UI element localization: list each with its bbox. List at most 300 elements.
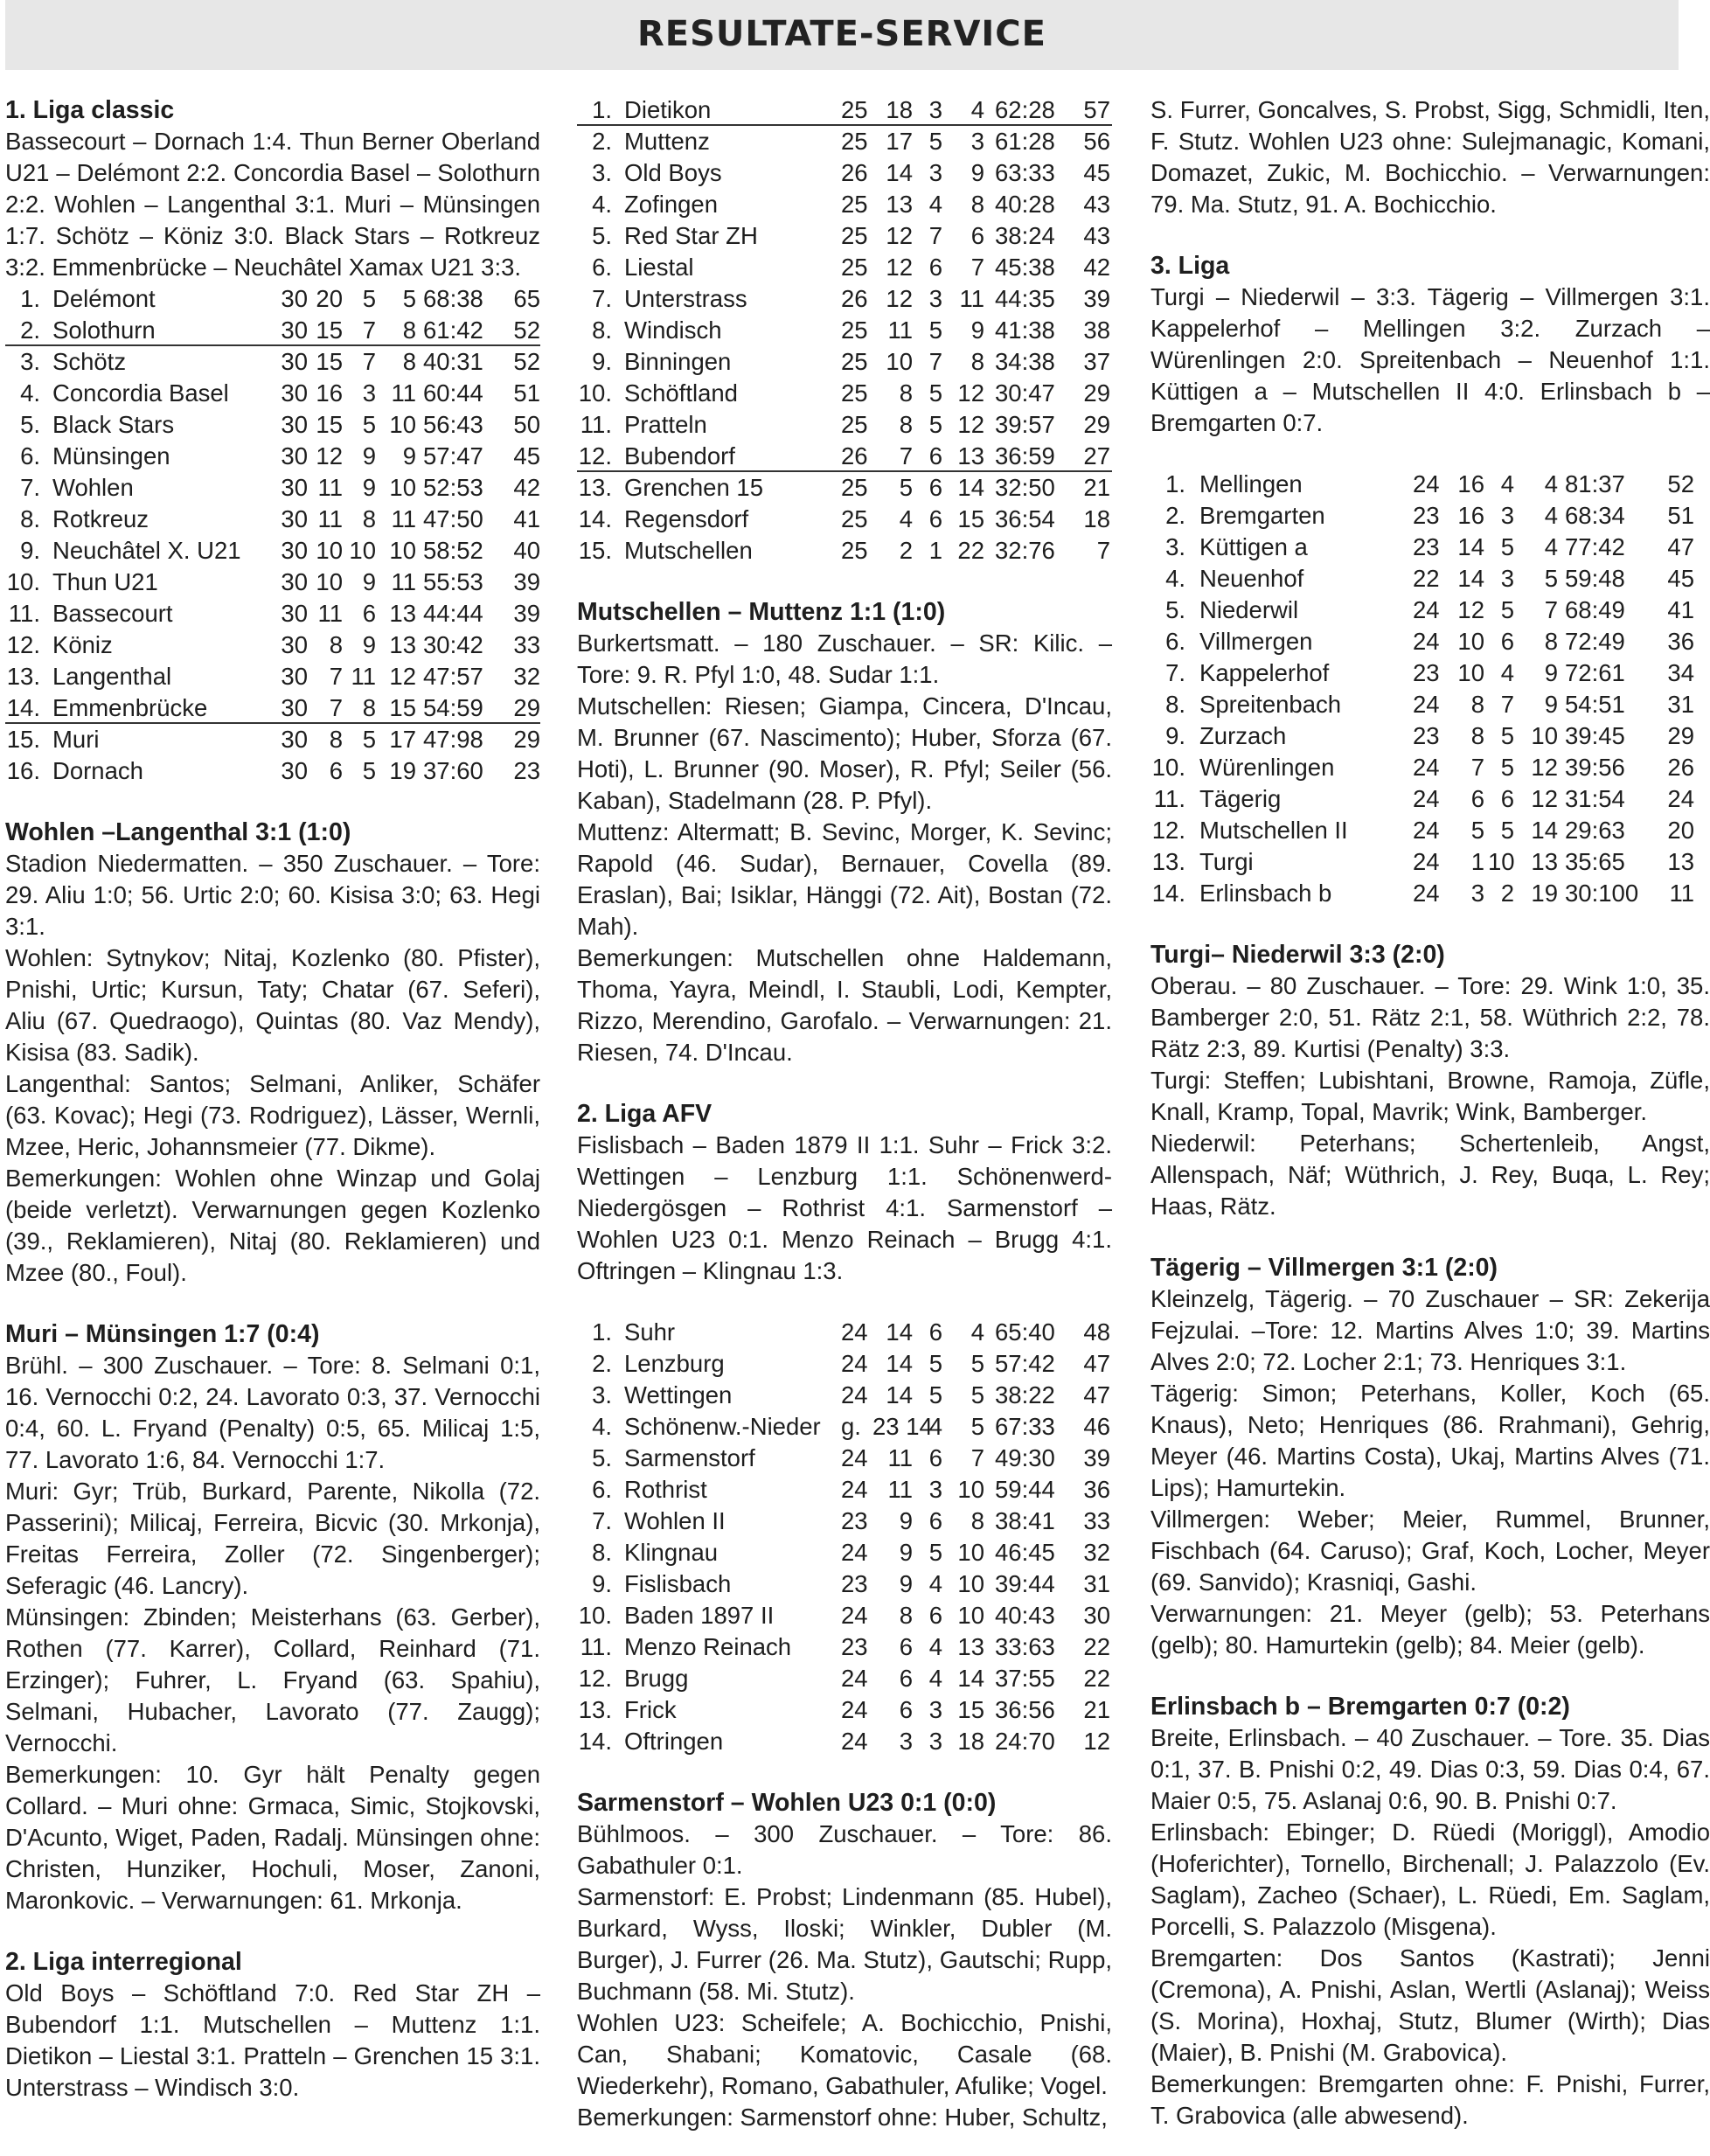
cell-pts: 21 xyxy=(1083,1696,1110,1723)
cell-rank: 3. xyxy=(592,159,612,186)
cell-pts: 32 xyxy=(1083,1539,1110,1566)
cell-d: 5 xyxy=(928,128,942,155)
table-row xyxy=(577,1506,1112,1537)
cell-d: 8 xyxy=(362,694,376,721)
paragraph: Bühlmoos. – 300 Zuschauer. – Tore: 86. Gabathuler 0:1. xyxy=(577,1820,1112,1879)
cell-w: 12 xyxy=(316,442,343,469)
cell-d: 3 xyxy=(362,379,376,407)
cell-rank: 9. xyxy=(592,348,612,375)
cell-team: Wohlen xyxy=(52,474,134,501)
column-3 xyxy=(1150,94,1710,2156)
cell-d: 6 xyxy=(928,1507,942,1534)
table-row xyxy=(1150,626,1710,657)
cell-pts: 29 xyxy=(1083,379,1110,407)
cell-gp: 30 xyxy=(281,316,308,344)
cell-team: Unterstrass xyxy=(624,285,747,312)
cell-w: 14 xyxy=(886,1381,913,1408)
cell-pts: 27 xyxy=(1083,442,1110,469)
cell-goals: 59:44 xyxy=(995,1476,1055,1503)
cell-goals: 57:47 xyxy=(423,442,483,469)
cell-d: 3 xyxy=(928,96,942,123)
paragraph: Burkertsmatt. – 180 Zuschauer. – SR: Kilic. – Tore: 9. R. Pfyl 1:0, 48. Sudar 1:1. xyxy=(577,629,1112,688)
table-row xyxy=(577,252,1112,283)
cell-goals: 36:56 xyxy=(995,1696,1055,1723)
cell-rank: 3. xyxy=(20,348,40,375)
cell-d: 3 xyxy=(1500,565,1514,592)
standings-table xyxy=(577,1317,1112,1757)
cell-rank: 7. xyxy=(592,1507,612,1534)
cell-team: Wettingen xyxy=(624,1381,733,1408)
table-row xyxy=(577,1600,1112,1631)
cell-team: Zofingen xyxy=(624,191,719,218)
cell-d: 5 xyxy=(362,757,376,784)
cell-d: 6 xyxy=(928,474,942,501)
cell-gp: 30 xyxy=(281,568,308,595)
cell-goals: 63:33 xyxy=(995,159,1055,186)
paragraph: Stadion Niedermatten. – 350 Zuschauer. – Tore: 29. Aliu 1:0; 56. Urtic 2:0; 60. Kisisa 3:0; 63. Hegi 3:1. xyxy=(5,850,540,940)
cell-rank: 4. xyxy=(592,191,612,218)
table-row xyxy=(5,346,540,378)
cell-w: 8 xyxy=(1470,722,1484,749)
cell-l: 13 xyxy=(957,1633,984,1660)
cell-team: Pratteln xyxy=(624,411,707,438)
cell-goals: 39:44 xyxy=(995,1570,1055,1597)
cell-rank: 11. xyxy=(1153,785,1185,812)
cell-team: Bremgarten xyxy=(1199,502,1325,529)
cell-l: 9 xyxy=(1544,691,1558,718)
page-title: RESULTATE-SERVICE xyxy=(637,14,1046,54)
cell-w: 3 xyxy=(1470,880,1484,907)
table-row xyxy=(577,1568,1112,1600)
cell-d: 8 xyxy=(362,505,376,532)
cell-goals: 68:38 xyxy=(423,285,483,312)
cell-pts: 51 xyxy=(513,379,540,407)
cell-w: 15 xyxy=(316,411,343,438)
cell-team: Turgi xyxy=(1199,848,1254,875)
cell-goals: 36:59 xyxy=(995,442,1055,469)
cell-w: 9 xyxy=(899,1570,913,1597)
cell-team: Concordia Basel xyxy=(52,379,229,407)
cell-pts: 22 xyxy=(1083,1665,1110,1692)
table-row xyxy=(577,1348,1112,1380)
cell-rank: 2. xyxy=(20,316,40,344)
table-row xyxy=(577,1380,1112,1411)
table-row xyxy=(5,755,540,787)
table-row xyxy=(577,441,1112,472)
cell-d: 7 xyxy=(1500,691,1514,718)
cell-pts: 40 xyxy=(513,537,540,564)
cell-d: 3 xyxy=(928,1696,942,1723)
cell-l: 6 xyxy=(970,222,984,249)
cell-rank: 6. xyxy=(592,254,612,281)
cell-team: Lenzburg xyxy=(624,1350,725,1377)
table-row xyxy=(1150,532,1710,563)
cell-pts: 39 xyxy=(1083,1444,1110,1471)
cell-team: Suhr xyxy=(624,1318,676,1346)
cell-gp: 30 xyxy=(281,694,308,721)
paragraph: Breite, Erlinsbach. – 40 Zuschauer. – Tore. 35. Dias 0:1, 37. B. Pnishi 0:2, 49. Dias 0:3, 59. Dias 0:4, 67. Maier 0:5, 75. Aslanaj 0:6, 90. B. Pnishi 0:7. xyxy=(1150,1724,1710,1814)
cell-pts: 41 xyxy=(1667,596,1694,623)
cell-l: 9 xyxy=(402,442,416,469)
cell-d: 7 xyxy=(362,348,376,375)
table-row xyxy=(5,283,540,315)
cell-w: 11 xyxy=(317,600,343,627)
cell-w: 7 xyxy=(329,694,343,721)
cell-goals: 32:76 xyxy=(995,537,1055,564)
table-row xyxy=(577,1694,1112,1726)
cell-l: 4 xyxy=(1544,502,1558,529)
cell-w: 9 xyxy=(899,1507,913,1534)
cell-goals: 37:55 xyxy=(995,1665,1055,1692)
cell-w: 16 xyxy=(1457,470,1484,497)
cell-l: 8 xyxy=(970,1507,984,1534)
cell-l: 12 xyxy=(957,411,984,438)
cell-w: 6 xyxy=(899,1696,913,1723)
cell-team: Brugg xyxy=(624,1665,689,1692)
cell-pts: 24 xyxy=(1667,785,1694,812)
cell-goals: 65:40 xyxy=(995,1318,1055,1346)
cell-gp: 25 xyxy=(841,348,868,375)
cell-w: 10 xyxy=(1457,628,1484,655)
cell-goals: 40:28 xyxy=(995,191,1055,218)
cell-w: 13 xyxy=(886,191,913,218)
cell-d: 3 xyxy=(928,285,942,312)
cell-w: 15 xyxy=(316,316,343,344)
cell-rank: 13. xyxy=(578,474,612,501)
cell-gp: 30 xyxy=(281,537,308,564)
cell-goals: 47:98 xyxy=(423,726,483,753)
paragraph: Kleinzelg, Tägerig. – 70 Zuschauer – SR: Zekerija Fejzulai. –Tore: 12. Martins Alves 1:0; 39. Martins Alves 2:0; 72. Locher 2:1; 73. Henriques 3:1. xyxy=(1150,1285,1710,1375)
cell-l: 11 xyxy=(391,568,416,595)
paragraph: Erlinsbach: Ebinger; D. Rüedi (Moriggl), Amodio (Hoferichter), Tornello, Birchenall; J. Palazzolo (Ev. Saglam), Zacheo (Schaer), L. Rüedi, Em. Saglam, Porcelli, S. Palazzolo (Misgena). xyxy=(1150,1819,1710,1940)
cell-gp: 30 xyxy=(281,663,308,690)
cell-pts: 46 xyxy=(1083,1413,1110,1440)
cell-l: 8 xyxy=(402,316,416,344)
paragraph: Langenthal: Santos; Selmani, Anliker, Schäfer (63. Kovac); Hegi (73. Rodriguez), Lässer, Wernli, Mzee, Heric, Johannsmeier (77. Dikme). xyxy=(5,1070,540,1160)
cell-pts: 51 xyxy=(1667,502,1694,529)
cell-rank: 8. xyxy=(1165,691,1185,718)
paragraph: Fislisbach – Baden 1879 II 1:1. Suhr – Frick 3:2. Wettingen – Lenzburg 1:1. Schönenwerd-Niedergösgen – Rothrist 4:1. Sarmenstorf – Wohlen U23 0:1. Menzo Reinach – Brugg 4:1. Oftringen – Klingnau 1:3. xyxy=(577,1131,1112,1284)
cell-rank: 5. xyxy=(1165,596,1185,623)
cell-w: 18 xyxy=(886,96,913,123)
cell-goals: 46:45 xyxy=(995,1539,1055,1566)
cell-goals: 38:41 xyxy=(995,1507,1055,1534)
standings-table xyxy=(577,94,1112,567)
cell-gp: 24 xyxy=(1413,754,1440,781)
cell-rank: 16. xyxy=(6,757,40,784)
paragraph: Turgi: Steffen; Lubishtani, Browne, Ramoja, Züfle, Knall, Kramp, Topal, Mavrik; Wink, Bamberger. xyxy=(1150,1067,1710,1125)
cell-team: Old Boys xyxy=(624,159,722,186)
cell-rank: 10. xyxy=(1151,754,1185,781)
paragraph: Bremgarten: Dos Santos (Kastrati); Jenni (Cremona), A. Pnishi, Aslan, Wertli (Aslanaj); Weiss (S. Morina), Hoxhaj, Stutz, Blumer (Wirth); Dias (Maier), B. Pnishi (M. Grabovica). xyxy=(1150,1944,1710,2066)
cell-w: 10 xyxy=(1457,659,1484,686)
cell-gp: 25 xyxy=(841,411,868,438)
paragraph: Mutschellen: Riesen; Giampa, Cincera, D'Incau, M. Brunner (67. Nascimento); Huber, Sforza (67. Hoti), L. Brunner (90. Moser), R. Pfyl; Seiler (56. Kaban), Stadelmann (28. P. Pfyl). xyxy=(577,692,1112,814)
cell-d: 3 xyxy=(928,1476,942,1503)
cell-gp: 24 xyxy=(1413,596,1440,623)
paragraph: Münsingen: Zbinden; Meisterhans (63. Gerber), Rothen (77. Karrer), Collard, Reinhard (71. Erzinger); Fuhrer, L. Fryand (63. Spahiu), Selmani, Hubacher, Lavorato (77. Zaugg); Vernocchi. xyxy=(5,1603,540,1756)
cell-d: 9 xyxy=(362,568,376,595)
cell-gp: 30 xyxy=(281,411,308,438)
cell-pts: 29 xyxy=(1667,722,1694,749)
cell-d: 5 xyxy=(362,285,376,312)
cell-rank: 4. xyxy=(592,1413,612,1440)
cell-l: 13 xyxy=(389,600,416,627)
paragraph: Brühl. – 300 Zuschauer. – Tore: 8. Selmani 0:1, 16. Vernocchi 0:2, 24. Lavorato 0:3, 37. Vernocchi 0:4, 60. L. Fryand (Penalty) 0:5, 65. Milicaj 1:5, 77. Lavorato 1:6, 84. Vernocchi 1:7. xyxy=(5,1352,540,1473)
table-row xyxy=(1150,563,1710,595)
cell-gp: 30 xyxy=(281,505,308,532)
cell-l: 10 xyxy=(389,537,416,564)
paragraph: Bemerkungen: 10. Gyr hält Penalty gegen Collard. – Muri ohne: Grmaca, Simic, Stojkovski, D'Acunto, Wiget, Paden, Radalj. Münsingen ohne: Christen, Hunziker, Hochuli, Moser, Zanoni, Maronkovic. – Verwarnungen: 61. Mrkonja. xyxy=(5,1761,540,1914)
cell-gp: 25 xyxy=(841,128,868,155)
cell-team: Neuchâtel X. U21 xyxy=(52,537,241,564)
cell-pts: 20 xyxy=(1667,817,1694,844)
table-row xyxy=(5,378,540,409)
table-row xyxy=(577,94,1112,126)
section-heading: Tägerig – Villmergen 3:1 (2:0) xyxy=(1150,1254,1498,1282)
cell-rank: 5. xyxy=(592,1444,612,1471)
cell-w: 12 xyxy=(886,285,913,312)
cell-gp: 26 xyxy=(841,442,868,469)
cell-team: Dietikon xyxy=(624,96,712,123)
cell-w: 8 xyxy=(329,631,343,658)
cell-pts: 42 xyxy=(513,474,540,501)
cell-w: 14 xyxy=(886,1318,913,1346)
cell-rank: 12. xyxy=(578,1665,612,1692)
cell-pts: 13 xyxy=(1667,848,1694,875)
cell-gp: 24 xyxy=(841,1444,868,1471)
cell-gp: 25 xyxy=(841,222,868,249)
cell-goals: 34:38 xyxy=(995,348,1055,375)
cell-d: 4 xyxy=(928,1665,942,1692)
cell-team: Muri xyxy=(52,726,100,753)
cell-pts: 18 xyxy=(1083,505,1110,532)
paragraph: Bemerkungen: Wohlen ohne Winzap und Golaj (beide verletzt). Verwarnungen gegen Kozlenko (39., Reklamieren), Nitaj (80. Reklamieren) und Mzee (80., Foul). xyxy=(5,1165,540,1286)
cell-pts: 31 xyxy=(1083,1570,1110,1597)
cell-rank: 8. xyxy=(592,1539,612,1566)
cell-w: 5 xyxy=(1470,817,1484,844)
cell-team: Spreitenbach xyxy=(1199,691,1342,718)
cell-rank: 4. xyxy=(20,379,40,407)
cell-goals: 30:100 xyxy=(1565,880,1639,907)
cell-rank: 6. xyxy=(592,1476,612,1503)
table-row xyxy=(5,629,540,661)
cell-w: 8 xyxy=(1470,691,1484,718)
cell-team: Muttenz xyxy=(624,128,710,155)
cell-pts: 32 xyxy=(513,663,540,690)
cell-d: 3 xyxy=(928,1728,942,1755)
table-row xyxy=(1150,657,1710,689)
cell-w: 12 xyxy=(1457,596,1484,623)
cell-w: 11 xyxy=(887,316,913,344)
cell-w: 12 xyxy=(886,254,913,281)
cell-l: 3 xyxy=(970,128,984,155)
paragraph: Turgi – Niederwil – 3:3. Tägerig – Villmergen 3:1. Kappelerhof – Mellingen 3:2. Zurzach – Würenlingen 2:0. Spreitenbach – Neuenhof 1:1. Küttigen a – Mutschellen II 4:0. Erlinsbach b – Bremgarten 0:7. xyxy=(1150,283,1710,436)
cell-d: 5 xyxy=(1500,817,1514,844)
cell-rank: 12. xyxy=(6,631,40,658)
cell-l: 15 xyxy=(957,505,984,532)
cell-l: 13 xyxy=(1531,848,1558,875)
cell-goals: 61:28 xyxy=(995,128,1055,155)
table-row xyxy=(1150,500,1710,532)
cell-l: 4 xyxy=(970,96,984,123)
cell-team: Baden 1897 II xyxy=(624,1602,775,1629)
cell-d: 5 xyxy=(928,316,942,344)
paragraph: S. Furrer, Goncalves, S. Probst, Sigg, Schmidli, Iten, F. Stutz. Wohlen U23 ohne: Sulejmanagic, Komani, Domazet, Zukic, M. Bochicchio. – Verwarnungen: 79. Ma. Stutz, 91. A. Bochicchio. xyxy=(1150,96,1710,218)
cell-d: 6 xyxy=(1500,628,1514,655)
paragraph: Villmergen: Weber; Meier, Rummel, Brunner, Fischbach (64. Caruso); Graf, Koch, Locher, Meyer (69. Sanvido); Krasniqi, Gashi. xyxy=(1150,1506,1710,1596)
cell-gp: 30 xyxy=(281,600,308,627)
cell-d: 7 xyxy=(928,222,942,249)
cell-gp: 24 xyxy=(1413,470,1440,497)
cell-pts: 22 xyxy=(1083,1633,1110,1660)
cell-team: Solothurn xyxy=(52,316,156,344)
cell-l: 12 xyxy=(1531,785,1558,812)
cell-rank: 4. xyxy=(1165,565,1185,592)
cell-rank: 1. xyxy=(592,96,612,123)
cell-rank: 6. xyxy=(20,442,40,469)
cell-rank: 14. xyxy=(1151,880,1185,907)
cell-d: 5 xyxy=(928,1539,942,1566)
cell-team: Dornach xyxy=(52,757,143,784)
cell-d: 5 xyxy=(362,726,376,753)
cell-w: 14 xyxy=(886,159,913,186)
paragraph: Wohlen U23: Scheifele; A. Bochicchio, Pnishi, Can, Shabani; Komatovic, Casale (68. Wiederkehr), Romano, Gabathuler, Afulike; Vogel. xyxy=(577,2009,1112,2099)
table-row xyxy=(1150,689,1710,720)
paragraph: Oberau. – 80 Zuschauer. – Tore: 29. Wink 1:0, 35. Bamberger 2:0, 51. Rätz 2:1, 58. Wüthrich 2:2, 78. Rätz 2:3, 89. Kurtisi (Penalty) 3:3. xyxy=(1150,972,1710,1062)
cell-rank: 11. xyxy=(580,1633,612,1660)
cell-w: 11 xyxy=(887,1444,913,1471)
cell-l: 14 xyxy=(957,1665,984,1692)
cell-pts: 56 xyxy=(1083,128,1110,155)
cell-team: Niederwil xyxy=(1199,596,1299,623)
cell-rank: 6. xyxy=(1165,628,1185,655)
cell-gp: g. xyxy=(841,1413,861,1440)
cell-goals: 40:43 xyxy=(995,1602,1055,1629)
cell-team: Regensdorf xyxy=(624,505,749,532)
cell-l: 11 xyxy=(391,379,416,407)
cell-pts: 45 xyxy=(513,442,540,469)
table-row xyxy=(577,1317,1112,1348)
cell-d: 6 xyxy=(1500,785,1514,812)
table-row xyxy=(5,692,540,724)
cell-gp: 25 xyxy=(841,316,868,344)
cell-d: 2 xyxy=(1500,880,1514,907)
cell-w: 10 xyxy=(316,537,343,564)
table-row xyxy=(577,1631,1112,1663)
cell-l: 19 xyxy=(389,757,416,784)
cell-gp: 25 xyxy=(841,537,868,564)
cell-goals: 35:65 xyxy=(1565,848,1625,875)
cell-goals: 77:42 xyxy=(1565,533,1625,560)
cell-pts: 42 xyxy=(1083,254,1110,281)
cell-l: 13 xyxy=(389,631,416,658)
table-row xyxy=(577,1411,1112,1443)
cell-w: 7 xyxy=(1470,754,1484,781)
cell-l: 10 xyxy=(389,474,416,501)
cell-pts: 65 xyxy=(513,285,540,312)
cell-team: Langenthal xyxy=(52,663,172,690)
cell-d: 5 xyxy=(928,1381,942,1408)
cell-pts: 39 xyxy=(513,600,540,627)
cell-team: Schöftland xyxy=(624,379,738,407)
cell-gp: 25 xyxy=(841,254,868,281)
cell-d: 5 xyxy=(928,1350,942,1377)
cell-goals: 32:50 xyxy=(995,474,1055,501)
section-heading: Muri – Münsingen 1:7 (0:4) xyxy=(5,1320,320,1348)
cell-w: 6 xyxy=(329,757,343,784)
cell-team: Bubendorf xyxy=(624,442,735,469)
cell-gp: 30 xyxy=(281,348,308,375)
cell-w: 8 xyxy=(899,1602,913,1629)
cell-gp: 24 xyxy=(841,1476,868,1503)
cell-gp: 23 xyxy=(1413,502,1440,529)
cell-goals: 57:42 xyxy=(995,1350,1055,1377)
cell-team: Thun U21 xyxy=(52,568,158,595)
section-heading: Erlinsbach b – Bremgarten 0:7 (0:2) xyxy=(1150,1693,1570,1721)
cell-l: 10 xyxy=(389,411,416,438)
cell-gp: 23 xyxy=(841,1633,868,1660)
cell-pts: 39 xyxy=(1083,285,1110,312)
section-heading: Turgi– Niederwil 3:3 (2:0) xyxy=(1150,941,1445,969)
cell-goals: 37:60 xyxy=(423,757,483,784)
cell-team: Küttigen a xyxy=(1199,533,1308,560)
cell-goals: 30:47 xyxy=(995,379,1055,407)
cell-team: Würenlingen xyxy=(1199,754,1335,781)
table-row xyxy=(1150,469,1710,500)
cell-pts: 43 xyxy=(1083,191,1110,218)
cell-gp: 24 xyxy=(841,1318,868,1346)
cell-w: 16 xyxy=(1457,502,1484,529)
cell-w: 8 xyxy=(899,411,913,438)
cell-l: 14 xyxy=(957,474,984,501)
cell-goals: 81:37 xyxy=(1565,470,1625,497)
cell-gp: 30 xyxy=(281,285,308,312)
cell-gp: 30 xyxy=(281,726,308,753)
cell-pts: 52 xyxy=(513,348,540,375)
cell-rank: 10. xyxy=(578,379,612,407)
cell-goals: 58:52 xyxy=(423,537,483,564)
cell-d: 5 xyxy=(928,411,942,438)
cell-rank: 2. xyxy=(592,128,612,155)
cell-pts: 57 xyxy=(1083,96,1110,123)
cell-rank: 3. xyxy=(592,1381,612,1408)
cell-gp: 23 xyxy=(1413,659,1440,686)
cell-d: 4 xyxy=(928,191,942,218)
paragraph: Bemerkungen: Sarmenstorf ohne: Huber, Schultz, xyxy=(577,2104,1108,2131)
cell-goals: 38:24 xyxy=(995,222,1055,249)
cell-pts: 12 xyxy=(1083,1728,1110,1755)
table-row xyxy=(1150,720,1710,752)
cell-d: 1 xyxy=(928,537,942,564)
cell-pts: 11 xyxy=(1669,880,1694,907)
section-heading: 2. Liga AFV xyxy=(577,1100,712,1128)
cell-l: 12 xyxy=(389,663,416,690)
standings-table xyxy=(5,283,540,787)
cell-w: 15 xyxy=(316,348,343,375)
cell-d: 6 xyxy=(928,1318,942,1346)
cell-gp: 25 xyxy=(841,505,868,532)
table-row xyxy=(5,472,540,504)
cell-gp: 30 xyxy=(281,442,308,469)
table-row xyxy=(577,157,1112,189)
cell-goals: 44:35 xyxy=(995,285,1055,312)
cell-w: 10 xyxy=(886,348,913,375)
cell-pts: 47 xyxy=(1083,1350,1110,1377)
cell-rank: 5. xyxy=(20,411,40,438)
cell-gp: 26 xyxy=(841,159,868,186)
cell-gp: 25 xyxy=(841,191,868,218)
